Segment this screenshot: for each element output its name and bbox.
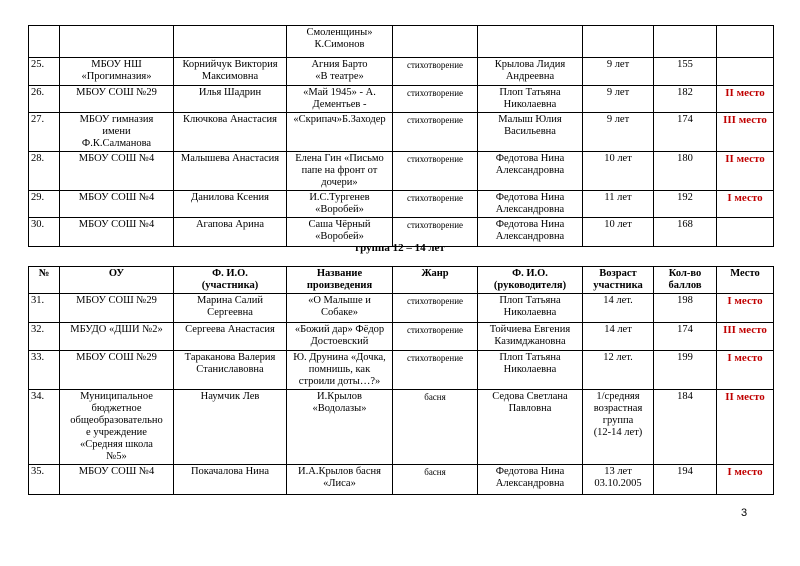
- cell-teacher-name: [478, 26, 583, 58]
- cell-score: 155: [654, 58, 717, 86]
- cell-place: III место: [717, 113, 774, 152]
- cell-participant-name: Тараканова Валерия Станиславовна: [174, 351, 287, 390]
- cell-genre: стихотворение: [393, 323, 478, 351]
- cell-score: [654, 26, 717, 58]
- cell-school: МБУДО «ДШИ №2»: [60, 323, 174, 351]
- cell-age: [583, 26, 654, 58]
- cell-num: [29, 26, 60, 58]
- cell-age: 13 лет 03.10.2005: [583, 465, 654, 495]
- cell-age: 9 лет: [583, 113, 654, 152]
- cell-score: 168: [654, 218, 717, 247]
- cell-num: 35.: [29, 465, 60, 495]
- table-row: [29, 26, 774, 58]
- header-place: Место: [717, 267, 774, 294]
- header-teacher: Ф. И.О. (руководителя): [478, 267, 583, 294]
- cell-participant-name: Сергеева Анастасия: [174, 323, 287, 351]
- header-score: Кол-во баллов: [654, 267, 717, 294]
- cell-num: 27.: [29, 113, 60, 152]
- cell-score: 180: [654, 152, 717, 191]
- cell-genre: стихотворение: [393, 218, 478, 247]
- cell-participant-name: Корнийчук Виктория Максимовна: [174, 58, 287, 86]
- cell-work-title: И.С.Тургенев «Воробей»: [287, 191, 393, 218]
- cell-place: [717, 58, 774, 86]
- table-row: [29, 113, 774, 152]
- cell-place: II место: [717, 390, 774, 465]
- cell-school: МБОУ СОШ №4: [60, 218, 174, 247]
- cell-score: 174: [654, 323, 717, 351]
- cell-teacher-name: Федотова Нина Александровна: [478, 191, 583, 218]
- table-row: [29, 58, 774, 86]
- cell-num: 32.: [29, 323, 60, 351]
- cell-school: Муниципальное бюджетное общеобразовательно е учреждение «Средняя школа №5»: [60, 390, 174, 465]
- header-num: №: [29, 267, 60, 294]
- cell-place: [717, 26, 774, 58]
- cell-participant-name: Илья Шадрин: [174, 86, 287, 113]
- table-row: [29, 351, 774, 390]
- results-table-upper: [28, 25, 774, 247]
- results-table-lower: [28, 266, 774, 495]
- cell-genre: басня: [393, 465, 478, 495]
- cell-participant-name: Ключкова Анастасия: [174, 113, 287, 152]
- cell-genre: стихотворение: [393, 86, 478, 113]
- cell-school: МБОУ СОШ №29: [60, 86, 174, 113]
- cell-school: [60, 26, 174, 58]
- cell-work-title: Ю. Друнина «Дочка, помнишь, как строили доты…?»: [287, 351, 393, 390]
- cell-genre: стихотворение: [393, 152, 478, 191]
- cell-age: 10 лет: [583, 152, 654, 191]
- cell-school: МБОУ СОШ №29: [60, 294, 174, 323]
- table-row: [29, 390, 774, 465]
- cell-place: III место: [717, 323, 774, 351]
- cell-teacher-name: Федотова Нина Александровна: [478, 218, 583, 247]
- cell-teacher-name: Плоп Татьяна Николаевна: [478, 294, 583, 323]
- cell-teacher-name: Седова Светлана Павловна: [478, 390, 583, 465]
- cell-work-title: Саша Чёрный «Воробей»: [287, 218, 393, 247]
- cell-age: 10 лет: [583, 218, 654, 247]
- cell-num: 34.: [29, 390, 60, 465]
- cell-genre: стихотворение: [393, 351, 478, 390]
- cell-score: 199: [654, 351, 717, 390]
- cell-num: 33.: [29, 351, 60, 390]
- cell-school: МБОУ СОШ №4: [60, 465, 174, 495]
- cell-participant-name: Покачалова Нина: [174, 465, 287, 495]
- cell-num: 26.: [29, 86, 60, 113]
- cell-place: I место: [717, 294, 774, 323]
- cell-teacher-name: Тойчиева Евгения Казимджановна: [478, 323, 583, 351]
- header-title: Название произведения: [287, 267, 393, 294]
- cell-score: 184: [654, 390, 717, 465]
- cell-place: II место: [717, 152, 774, 191]
- cell-genre: стихотворение: [393, 294, 478, 323]
- cell-work-title: Смоленщины» К.Симонов: [287, 26, 393, 58]
- cell-teacher-name: Федотова Нина Александровна: [478, 152, 583, 191]
- cell-teacher-name: Крылова Лидия Андреевна: [478, 58, 583, 86]
- cell-score: 192: [654, 191, 717, 218]
- cell-genre: стихотворение: [393, 191, 478, 218]
- table-row: [29, 323, 774, 351]
- cell-place: I место: [717, 351, 774, 390]
- cell-participant-name: [174, 26, 287, 58]
- cell-school: МБОУ СОШ №4: [60, 152, 174, 191]
- cell-participant-name: Марина Салий Сергеевна: [174, 294, 287, 323]
- cell-num: 31.: [29, 294, 60, 323]
- cell-num: 29.: [29, 191, 60, 218]
- group-title: группа 12 – 14 лет: [355, 242, 445, 254]
- table-row: [29, 465, 774, 495]
- cell-teacher-name: Плоп Татьяна Николаевна: [478, 351, 583, 390]
- table-row: [29, 86, 774, 113]
- cell-age: 11 лет: [583, 191, 654, 218]
- table-row: [29, 152, 774, 191]
- cell-teacher-name: Малыш Юлия Васильевна: [478, 113, 583, 152]
- cell-participant-name: Наумчик Лев: [174, 390, 287, 465]
- cell-school: МБОУ гимназия имени Ф.К.Салманова: [60, 113, 174, 152]
- cell-work-title: Елена Гин «Письмо папе на фронт от дочери»: [287, 152, 393, 191]
- cell-score: 198: [654, 294, 717, 323]
- cell-num: 30.: [29, 218, 60, 247]
- cell-participant-name: Данилова Ксения: [174, 191, 287, 218]
- table-row: [29, 191, 774, 218]
- cell-work-title: И.А.Крылов басня «Лиса»: [287, 465, 393, 495]
- cell-work-title: Агния Барто «В театре»: [287, 58, 393, 86]
- cell-score: 194: [654, 465, 717, 495]
- header-age: Возраст участника: [583, 267, 654, 294]
- cell-work-title: «Божий дар» Фёдор Достоевский: [287, 323, 393, 351]
- cell-teacher-name: Федотова Нина Александровна: [478, 465, 583, 495]
- header-participant: Ф. И.О. (участника): [174, 267, 287, 294]
- cell-genre: басня: [393, 390, 478, 465]
- page-number: 3: [741, 507, 748, 519]
- cell-genre: стихотворение: [393, 113, 478, 152]
- cell-work-title: И.Крылов «Водолазы»: [287, 390, 393, 465]
- cell-age: 14 лет.: [583, 294, 654, 323]
- cell-num: 28.: [29, 152, 60, 191]
- cell-school: МБОУ СОШ №4: [60, 191, 174, 218]
- cell-age: 12 лет.: [583, 351, 654, 390]
- cell-place: II место: [717, 86, 774, 113]
- table-row: [29, 294, 774, 323]
- cell-school: МБОУ НШ «Прогимназия»: [60, 58, 174, 86]
- cell-genre: стихотворение: [393, 58, 478, 86]
- cell-age: 9 лет: [583, 58, 654, 86]
- cell-place: I место: [717, 191, 774, 218]
- cell-score: 174: [654, 113, 717, 152]
- cell-work-title: «О Малыше и Собаке»: [287, 294, 393, 323]
- cell-genre: [393, 26, 478, 58]
- cell-age: 1/средняя возрастная группа (12-14 лет): [583, 390, 654, 465]
- cell-place: I место: [717, 465, 774, 495]
- header-school: ОУ: [60, 267, 174, 294]
- table-header-row: [29, 267, 774, 294]
- cell-teacher-name: Плоп Татьяна Николаевна: [478, 86, 583, 113]
- header-genre: Жанр: [393, 267, 478, 294]
- cell-age: 9 лет: [583, 86, 654, 113]
- cell-participant-name: Агапова Арина: [174, 218, 287, 247]
- cell-school: МБОУ СОШ №29: [60, 351, 174, 390]
- cell-score: 182: [654, 86, 717, 113]
- cell-work-title: «Скрипач»Б.Заходер: [287, 113, 393, 152]
- cell-age: 14 лет: [583, 323, 654, 351]
- cell-num: 25.: [29, 58, 60, 86]
- cell-participant-name: Малышева Анастасия: [174, 152, 287, 191]
- cell-work-title: «Май 1945» - А. Дементьев -: [287, 86, 393, 113]
